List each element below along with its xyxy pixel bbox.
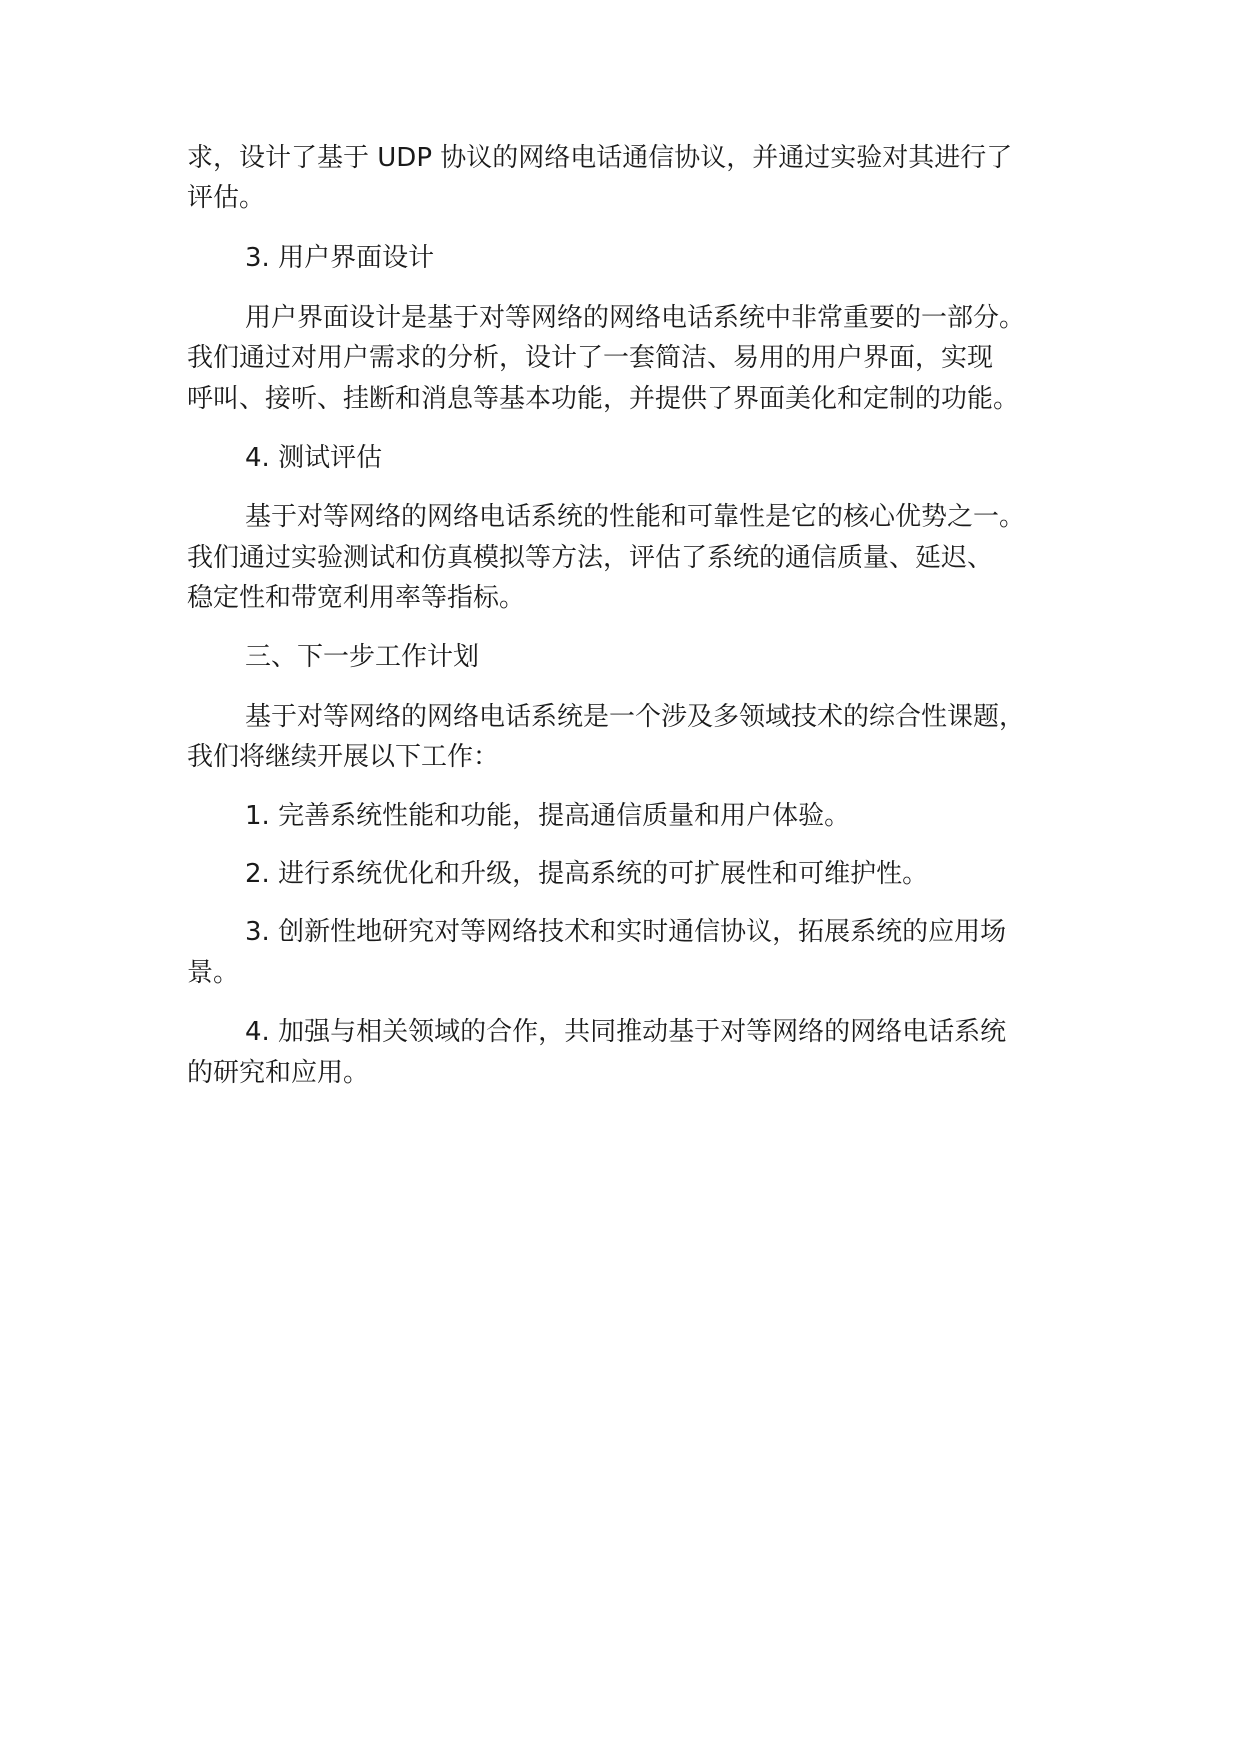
paragraph-line: 我们将继续开展以下工作： xyxy=(187,742,500,772)
list-item: 1. 完善系统性能和功能，提高通信质量和用户体验。 xyxy=(245,801,851,831)
list-item-continuation: 的研究和应用。 xyxy=(187,1058,370,1088)
list-item-continuation: 景。 xyxy=(187,958,240,988)
paragraph-line: 基于对等网络的网络电话系统的性能和可靠性是它的核心优势之一。 xyxy=(245,502,1026,532)
paragraph-line: 用户界面设计是基于对等网络的网络电话系统中非常重要的一部分。 xyxy=(245,303,1026,333)
paragraph-line: 评估。 xyxy=(187,183,266,213)
subheading-user-interface: 3. 用户界面设计 xyxy=(245,243,435,273)
paragraph-line: 基于对等网络的网络电话系统是一个涉及多领域技术的综合性课题， xyxy=(245,702,1026,732)
paragraph-line: 我们通过对用户需求的分析，设计了一套简洁、易用的用户界面，实现 xyxy=(187,343,994,373)
list-item: 3. 创新性地研究对等网络技术和实时通信协议，拓展系统的应用场 xyxy=(245,917,1007,947)
list-item: 2. 进行系统优化和升级，提高系统的可扩展性和可维护性。 xyxy=(245,859,929,889)
paragraph-line: 我们通过实验测试和仿真模拟等方法，评估了系统的通信质量、延迟、 xyxy=(187,543,994,573)
subheading-test-evaluation: 4. 测试评估 xyxy=(245,443,383,473)
paragraph-line: 稳定性和带宽利用率等指标。 xyxy=(187,583,526,613)
section-heading-next-steps: 三、下一步工作计划 xyxy=(245,642,480,672)
paragraph-line: 呼叫、接听、挂断和消息等基本功能，并提供了界面美化和定制的功能。 xyxy=(187,384,1020,414)
paragraph-line: 求，设计了基于 UDP 协议的网络电话通信协议，并通过实验对其进行了 xyxy=(187,143,1013,173)
list-item: 4. 加强与相关领域的合作，共同推动基于对等网络的网络电话系统 xyxy=(245,1017,1007,1047)
